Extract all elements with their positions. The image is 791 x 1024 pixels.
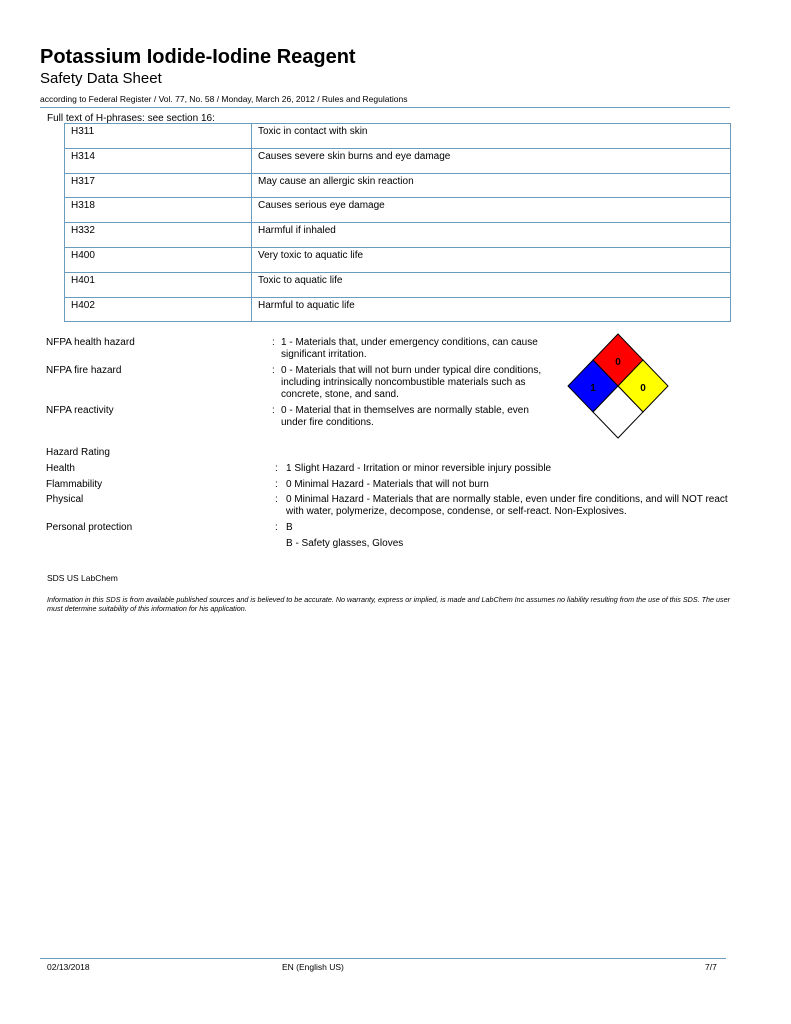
colon: : [275, 494, 278, 505]
nfpa-health-text: 1 - Materials that, under emergency conditions, can cause significant irritation. [281, 337, 538, 360]
footer-divider [40, 958, 726, 959]
footer-date: 02/13/2018 [47, 962, 90, 972]
hphrase-row [65, 223, 731, 248]
colon: : [272, 365, 275, 376]
hphrase-row [65, 173, 731, 198]
hphrase-code: H401 [65, 272, 252, 297]
hazard-physical-label: Physical [46, 494, 84, 505]
hphrase-code: H332 [65, 223, 252, 248]
footer-language: EN (English US) [282, 962, 344, 972]
hphrase-text: Toxic in contact with skin [252, 124, 731, 149]
colon: : [275, 479, 278, 490]
hphrase-text: Very toxic to aquatic life [252, 247, 731, 272]
hazard-rating-heading: Hazard Rating [46, 447, 110, 458]
protection-text: B - Safety glasses, Gloves [286, 538, 404, 549]
hphrase-text: May cause an allergic skin reaction [252, 173, 731, 198]
hphrase-text: Harmful to aquatic life [252, 297, 731, 322]
hazard-flammability-text: 0 Minimal Hazard - Materials that will not burn [286, 479, 489, 490]
hazard-flammability-label: Flammability [46, 479, 103, 490]
hphrase-row [65, 148, 731, 173]
colon: : [272, 337, 275, 348]
document-subtitle: Safety Data Sheet [40, 70, 162, 87]
protection-label: Personal protection [46, 522, 133, 533]
nfpa-fire-label: NFPA fire hazard [46, 365, 122, 376]
nfpa-health-value: 1 [590, 383, 596, 394]
hphrase-row [65, 247, 731, 272]
nfpa-reactivity-text: 0 - Material that in themselves are normally stable, even under fire conditions. [281, 405, 529, 428]
hphrase-code: H318 [65, 198, 252, 223]
hphrase-code: H400 [65, 247, 252, 272]
disclaimer: Information in this SDS is from available published sources and is believed to be accurate. No warranty, express or implied, is made and LabChem Inc assumes no liability resulting from the use of this SDS. The user must determine suitability of this information for his application. [47, 595, 731, 613]
hphrase-text: Causes severe skin burns and eye damage [252, 148, 731, 173]
protection-code: B [286, 522, 293, 533]
hphrase-text: Harmful if inhaled [252, 223, 731, 248]
hphrase-code: H402 [65, 297, 252, 322]
hphrase-row [65, 198, 731, 223]
hphrase-code: H314 [65, 148, 252, 173]
footer-page: 7/7 [705, 962, 717, 972]
nfpa-reactivity-value: 0 [640, 383, 646, 394]
hazard-health-label: Health [46, 463, 75, 474]
nfpa-fire-value: 0 [615, 357, 621, 368]
colon: : [275, 463, 278, 474]
hazard-health-text: 1 Slight Hazard - Irritation or minor reversible injury possible [286, 463, 552, 474]
colon: : [275, 522, 278, 533]
nfpa-health-label: NFPA health hazard [46, 337, 135, 348]
hphrases-heading: Full text of H-phrases: see section 16: [47, 113, 215, 124]
sds-source: SDS US LabChem [47, 573, 118, 583]
colon: : [272, 405, 275, 416]
hphrase-row [65, 124, 731, 149]
hphrase-text: Toxic to aquatic life [252, 272, 731, 297]
hphrase-row [65, 297, 731, 322]
nfpa-fire-text: 0 - Materials that will not burn under typical dire conditions, including intrinsically noncombustible materials such as concrete, stone, and sand. [281, 365, 542, 400]
hphrase-code: H311 [65, 124, 252, 149]
document-title: Potassium Iodide-Iodine Reagent [40, 46, 356, 68]
regulation-reference: according to Federal Register / Vol. 77, No. 58 / Monday, March 26, 2012 / Rules and Regulations [40, 94, 408, 104]
header-divider [40, 107, 730, 108]
hazard-physical-text: 0 Minimal Hazard - Materials that are normally stable, even under fire conditions, and will NOT react with water, polymerize, decompose, condense, or self-react. Non-Explosives. [286, 494, 728, 517]
hphrase-row [65, 272, 731, 297]
hphrase-code: H317 [65, 173, 252, 198]
nfpa-reactivity-label: NFPA reactivity [46, 405, 114, 416]
hphrase-text: Causes serious eye damage [252, 198, 731, 223]
hphrases-table [64, 123, 731, 322]
nfpa-diamond [566, 332, 670, 440]
